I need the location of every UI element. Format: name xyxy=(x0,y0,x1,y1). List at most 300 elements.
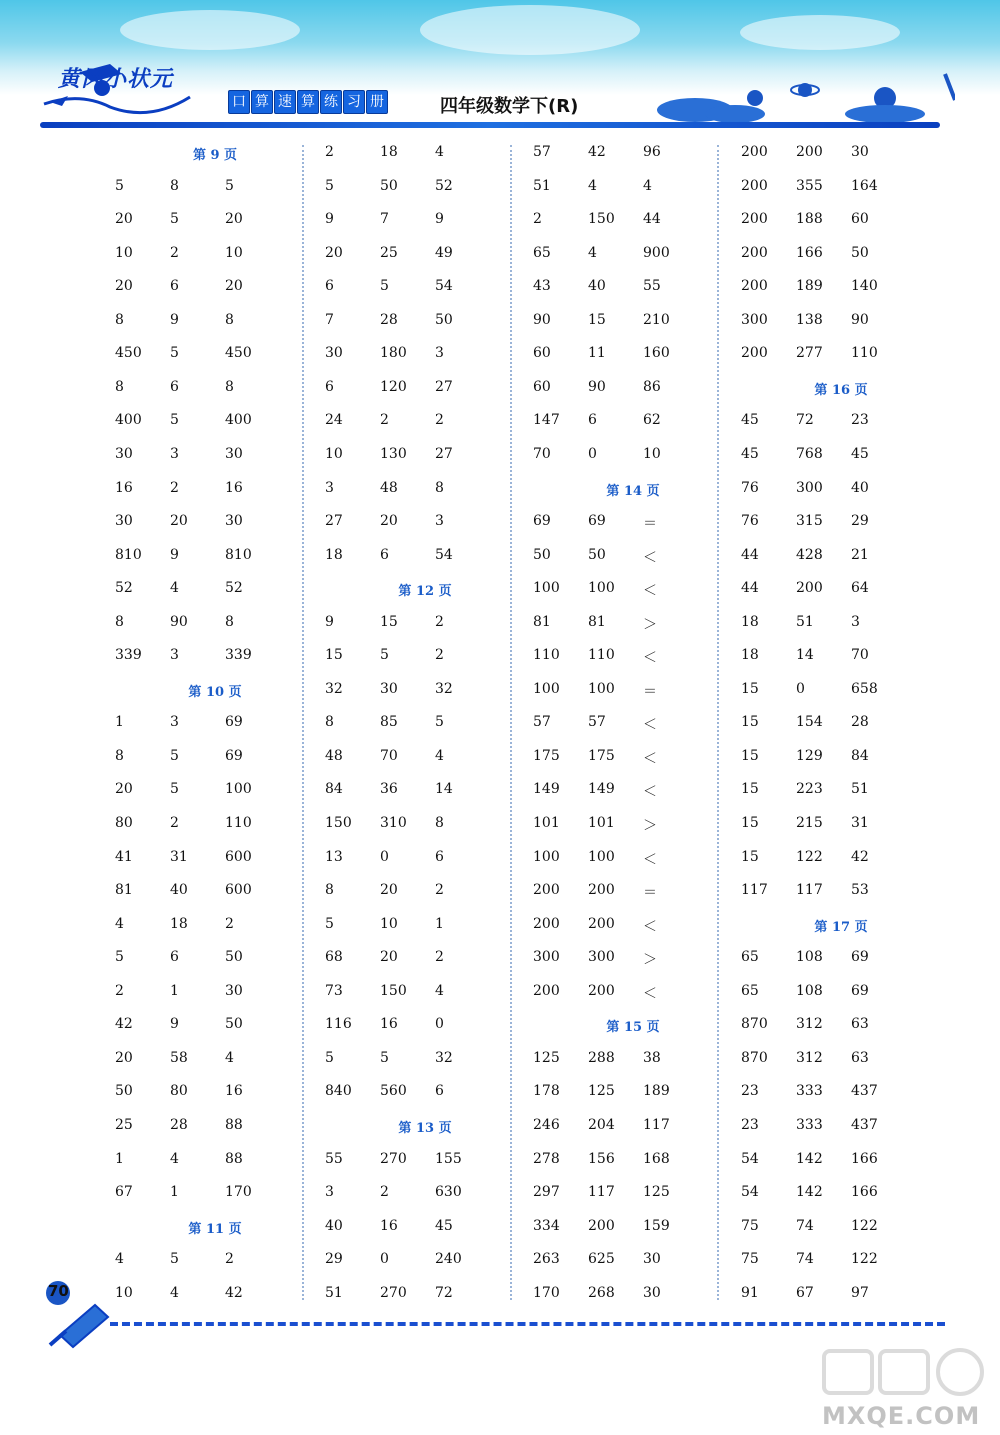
answer-value: 9 xyxy=(325,211,334,228)
answer-row xyxy=(115,714,315,736)
answer-value: 4 xyxy=(115,1251,124,1268)
answer-value: 450 xyxy=(225,345,252,362)
answer-value: 97 xyxy=(851,1284,869,1301)
answer-value: 400 xyxy=(225,412,252,429)
series-char: 习 xyxy=(343,90,365,114)
answer-row xyxy=(533,849,733,871)
answer-value: 72 xyxy=(435,1284,453,1301)
answer-value: ＞ xyxy=(643,818,657,834)
answer-value: ＜ xyxy=(643,650,657,667)
answer-value: 5 xyxy=(115,177,124,194)
answer-value: 20 xyxy=(380,882,398,899)
answer-value: 355 xyxy=(796,177,823,194)
answer-value: 20 xyxy=(115,1049,133,1066)
answer-value: 25 xyxy=(380,244,398,261)
footer-dashed-rule xyxy=(110,1322,945,1326)
answer-value: 768 xyxy=(796,445,823,462)
answer-value: 15 xyxy=(588,311,606,328)
answer-row xyxy=(741,1151,941,1173)
answer-value: 2 xyxy=(170,244,179,261)
answer-row xyxy=(533,513,733,535)
answer-value: 55 xyxy=(643,278,661,295)
answer-value: 24 xyxy=(325,412,343,429)
answer-row xyxy=(741,681,941,703)
answer-value: 10 xyxy=(115,244,133,261)
answer-value: 53 xyxy=(851,882,869,899)
answer-row xyxy=(741,144,941,166)
answer-value: 3 xyxy=(435,513,444,530)
answer-value: 1 xyxy=(115,714,124,731)
answer-value: 5 xyxy=(170,412,179,429)
answer-value: 4 xyxy=(435,144,444,160)
answer-value: 9 xyxy=(325,613,334,630)
answer-value: 70 xyxy=(380,747,398,764)
answer-value: 125 xyxy=(643,1184,670,1201)
answer-value: 2 xyxy=(380,412,389,429)
answer-value: 437 xyxy=(851,1083,878,1100)
answer-value: 20 xyxy=(380,513,398,530)
answer-value: 30 xyxy=(115,445,133,462)
answer-value: 2 xyxy=(170,479,179,496)
answer-row xyxy=(741,714,941,736)
answer-value: 42 xyxy=(225,1284,243,1301)
answer-value: 5 xyxy=(325,1049,334,1066)
answer-value: 8 xyxy=(170,177,179,194)
answer-value: 18 xyxy=(741,647,759,664)
answer-value: ＝ xyxy=(643,683,657,700)
answer-value: 200 xyxy=(741,144,768,160)
answer-value: 122 xyxy=(796,848,823,865)
answer-value: ＜ xyxy=(643,851,657,868)
answer-value: 840 xyxy=(325,1083,352,1100)
answer-row xyxy=(533,412,733,434)
answer-value: ＞ xyxy=(643,616,657,633)
answer-value: 200 xyxy=(741,211,768,228)
series-char: 算 xyxy=(297,90,319,114)
answer-value: 75 xyxy=(741,1217,759,1234)
answer-value: 150 xyxy=(380,982,407,999)
answer-value: 200 xyxy=(741,345,768,362)
answer-value: 5 xyxy=(170,781,179,798)
answer-value: 55 xyxy=(325,1150,343,1167)
answer-row xyxy=(533,1151,733,1173)
answer-value: 189 xyxy=(643,1083,670,1100)
answer-value: 155 xyxy=(435,1150,462,1167)
answer-row xyxy=(533,748,733,770)
answer-value: 30 xyxy=(643,1251,661,1268)
answer-value: 339 xyxy=(115,647,142,664)
answer-row xyxy=(325,144,525,166)
answer-value: 27 xyxy=(325,513,343,530)
answer-value: 2 xyxy=(380,1184,389,1201)
answer-row xyxy=(533,714,733,736)
answer-row xyxy=(741,547,941,569)
answer-row xyxy=(325,681,525,703)
answer-row xyxy=(741,480,941,502)
answer-row xyxy=(741,312,941,334)
answer-value: 20 xyxy=(325,244,343,261)
answer-value: 630 xyxy=(435,1184,462,1201)
answer-row xyxy=(741,1016,941,1038)
answer-value: 30 xyxy=(225,513,243,530)
answer-row xyxy=(741,1050,941,1072)
answer-value: 30 xyxy=(225,982,243,999)
answer-row xyxy=(115,916,315,938)
answer-value: 188 xyxy=(796,211,823,228)
answer-value: 32 xyxy=(435,680,453,697)
answer-value: 116 xyxy=(325,1016,352,1033)
answer-value: 3 xyxy=(851,613,860,630)
answer-row xyxy=(741,580,941,602)
answer-row xyxy=(115,882,315,904)
answer-row xyxy=(325,748,525,770)
answer-row xyxy=(325,1218,525,1240)
answer-value: 2 xyxy=(325,144,334,160)
answer-value: 52 xyxy=(225,580,243,597)
answer-row xyxy=(741,1083,941,1105)
answer-value: 117 xyxy=(741,882,768,899)
answer-value: 125 xyxy=(588,1083,615,1100)
answer-row xyxy=(325,211,525,233)
answer-value: 16 xyxy=(380,1217,398,1234)
answer-value: ＜ xyxy=(643,750,657,767)
answer-value: 96 xyxy=(643,144,661,160)
answer-value: 100 xyxy=(533,680,560,697)
answer-row xyxy=(741,1285,941,1307)
answer-value: ＜ xyxy=(643,549,657,566)
answer-row xyxy=(325,1184,525,1206)
answer-value: 200 xyxy=(588,982,615,999)
answer-row xyxy=(115,379,315,401)
answer-row xyxy=(741,983,941,1005)
answer-value: 20 xyxy=(225,278,243,295)
answer-value: 8 xyxy=(115,378,124,395)
answer-value: 29 xyxy=(851,513,869,530)
answer-value: 27 xyxy=(435,378,453,395)
answer-value: 7 xyxy=(325,311,334,328)
page-heading: 第 13 页 xyxy=(398,1120,452,1136)
answer-value: 69 xyxy=(851,949,869,966)
answer-value: 129 xyxy=(796,747,823,764)
answer-value: 80 xyxy=(170,1083,188,1100)
answer-value: ＝ xyxy=(643,516,657,533)
answer-value: 101 xyxy=(533,815,560,831)
answer-value: 189 xyxy=(796,278,823,295)
answer-value: 2 xyxy=(115,982,124,999)
answer-row xyxy=(325,1016,525,1038)
answer-value: 67 xyxy=(796,1284,814,1301)
answer-row xyxy=(325,849,525,871)
answer-value: 2 xyxy=(435,412,444,429)
answer-row xyxy=(115,211,315,233)
answer-value: 1 xyxy=(435,915,444,932)
answer-value: 69 xyxy=(851,982,869,999)
answer-value: 31 xyxy=(851,815,869,831)
answer-row xyxy=(533,1285,733,1307)
answer-value: 200 xyxy=(533,982,560,999)
answer-value: 10 xyxy=(380,915,398,932)
answer-row xyxy=(325,1151,525,1173)
answer-row xyxy=(325,278,525,300)
answer-value: 10 xyxy=(225,244,243,261)
answer-row xyxy=(115,513,315,535)
answer-value: 51 xyxy=(533,177,551,194)
answer-value: 270 xyxy=(380,1150,407,1167)
answer-value: 9 xyxy=(435,211,444,228)
page-heading: 第 12 页 xyxy=(398,584,452,600)
answer-value: 110 xyxy=(851,345,878,362)
answer-row xyxy=(115,1117,315,1139)
answer-value: 15 xyxy=(741,680,759,697)
answer-value: 600 xyxy=(225,882,252,899)
answer-value: 4 xyxy=(435,982,444,999)
answer-row xyxy=(325,513,525,535)
answer-value: 268 xyxy=(588,1284,615,1301)
answer-value: 288 xyxy=(588,1049,615,1066)
answer-row xyxy=(115,1151,315,1173)
answer-value: 30 xyxy=(643,1284,661,1301)
answer-value: 658 xyxy=(851,680,878,697)
answer-value: 74 xyxy=(796,1217,814,1234)
answer-row xyxy=(533,815,733,837)
answer-value: 625 xyxy=(588,1251,615,1268)
answer-value: 30 xyxy=(225,445,243,462)
answer-value: 40 xyxy=(325,1217,343,1234)
answer-value: 7 xyxy=(380,211,389,228)
answer-value: 69 xyxy=(588,513,606,530)
answer-value: 2 xyxy=(435,647,444,664)
answer-value: 100 xyxy=(588,848,615,865)
answer-value: 14 xyxy=(796,647,814,664)
answer-value: 333 xyxy=(796,1083,823,1100)
answer-value: ＜ xyxy=(643,717,657,734)
answer-value: 159 xyxy=(643,1217,670,1234)
answer-value: 5 xyxy=(170,345,179,362)
answer-row xyxy=(325,781,525,803)
answer-row xyxy=(741,647,941,669)
answer-value: 15 xyxy=(741,747,759,764)
planets-clouds-icon xyxy=(655,70,955,125)
answer-value: 150 xyxy=(588,211,615,228)
answer-value: 18 xyxy=(325,546,343,563)
answer-value: 81 xyxy=(115,882,133,899)
answer-row xyxy=(115,647,315,669)
answer-value: 6 xyxy=(435,848,444,865)
answer-value: 51 xyxy=(325,1284,343,1301)
answer-value: 81 xyxy=(588,613,606,630)
answer-row xyxy=(533,916,733,938)
answer-value: 23 xyxy=(741,1083,759,1100)
answer-value: 310 xyxy=(380,815,407,831)
answer-value: 117 xyxy=(643,1116,670,1133)
answer-row xyxy=(741,1184,941,1206)
answer-row xyxy=(115,446,315,468)
answer-value: 334 xyxy=(533,1217,560,1234)
answer-value: 178 xyxy=(533,1083,560,1100)
answer-row xyxy=(741,748,941,770)
answer-value: 1 xyxy=(170,1184,179,1201)
answer-row xyxy=(533,1251,733,1273)
answer-row xyxy=(325,916,525,938)
answer-value: 45 xyxy=(435,1217,453,1234)
answer-row xyxy=(325,379,525,401)
answer-value: 69 xyxy=(225,714,243,731)
answer-value: 8 xyxy=(225,378,234,395)
answer-value: 69 xyxy=(533,513,551,530)
answer-value: 88 xyxy=(225,1150,243,1167)
answer-row xyxy=(741,614,941,636)
answer-value: 5 xyxy=(170,747,179,764)
answer-value: 4 xyxy=(170,1284,179,1301)
answer-value: ＝ xyxy=(643,885,657,902)
answer-row xyxy=(533,983,733,1005)
answer-row xyxy=(325,1251,525,1273)
answer-value: 5 xyxy=(170,1251,179,1268)
answer-value: 100 xyxy=(533,580,560,597)
answer-value: 50 xyxy=(851,244,869,261)
answer-value: 69 xyxy=(225,747,243,764)
answer-value: 142 xyxy=(796,1150,823,1167)
answer-value: 339 xyxy=(225,647,252,664)
answer-value: 88 xyxy=(225,1116,243,1133)
answer-value: 117 xyxy=(588,1184,615,1201)
answer-value: 200 xyxy=(741,244,768,261)
answer-value: ＜ xyxy=(643,918,657,935)
answer-value: 120 xyxy=(380,378,407,395)
page-heading: 第 10 页 xyxy=(188,684,242,700)
answer-row xyxy=(115,1184,315,1206)
answer-value: 60 xyxy=(851,211,869,228)
answer-value: 58 xyxy=(170,1049,188,1066)
column-divider xyxy=(510,145,512,1300)
answer-row xyxy=(115,849,315,871)
page-number: 70 xyxy=(48,1282,69,1300)
answer-value: 5 xyxy=(325,177,334,194)
answer-value: 246 xyxy=(533,1116,560,1133)
answer-row xyxy=(325,446,525,468)
answer-row xyxy=(533,211,733,233)
answer-row xyxy=(533,1218,733,1240)
answer-row xyxy=(741,1218,941,1240)
answer-value: 18 xyxy=(741,613,759,630)
answer-value: 3 xyxy=(170,445,179,462)
answer-row xyxy=(115,412,315,434)
answer-value: 175 xyxy=(533,747,560,764)
answer-value: 30 xyxy=(325,345,343,362)
answer-value: 68 xyxy=(325,949,343,966)
answer-row xyxy=(325,1285,525,1307)
answer-value: 60 xyxy=(533,345,551,362)
answer-value: 4 xyxy=(588,244,597,261)
answer-value: 38 xyxy=(643,1049,661,1066)
page-heading: 第 15 页 xyxy=(606,1020,660,1036)
answer-value: 15 xyxy=(741,781,759,798)
page-heading: 第 11 页 xyxy=(188,1221,242,1237)
answer-value: 54 xyxy=(435,546,453,563)
answer-value: 200 xyxy=(741,278,768,295)
answer-value: 0 xyxy=(588,445,597,462)
answer-value: 200 xyxy=(796,144,823,160)
answer-value: 223 xyxy=(796,781,823,798)
answer-row xyxy=(533,882,733,904)
answer-value: 5 xyxy=(115,949,124,966)
answer-value: 50 xyxy=(225,1016,243,1033)
answer-row xyxy=(115,1050,315,1072)
answer-value: 84 xyxy=(325,781,343,798)
answer-value: 18 xyxy=(170,915,188,932)
answer-row xyxy=(115,1285,315,1307)
column-divider xyxy=(302,145,304,1300)
answer-value: 122 xyxy=(851,1217,878,1234)
answer-row xyxy=(533,379,733,401)
answer-value: 8 xyxy=(325,882,334,899)
answer-value: 130 xyxy=(380,445,407,462)
answer-value: 67 xyxy=(115,1184,133,1201)
answer-value: 2 xyxy=(533,211,542,228)
answer-value: 76 xyxy=(741,513,759,530)
answer-value: 100 xyxy=(588,680,615,697)
answer-value: 5 xyxy=(380,278,389,295)
answer-value: 65 xyxy=(741,949,759,966)
answer-value: 63 xyxy=(851,1016,869,1033)
answer-value: 76 xyxy=(741,479,759,496)
answer-value: 437 xyxy=(851,1116,878,1133)
answer-value: 2 xyxy=(435,882,444,899)
answer-value: 73 xyxy=(325,982,343,999)
answer-row xyxy=(741,1117,941,1139)
answer-value: 10 xyxy=(643,445,661,462)
answer-value: 166 xyxy=(796,244,823,261)
answer-value: 108 xyxy=(796,949,823,966)
answer-value: 450 xyxy=(115,345,142,362)
answer-value: 9 xyxy=(170,1016,179,1033)
answer-value: 8 xyxy=(435,479,444,496)
answer-row xyxy=(115,815,315,837)
answer-row xyxy=(533,949,733,971)
answer-value: 74 xyxy=(796,1251,814,1268)
answer-value: 166 xyxy=(851,1150,878,1167)
answer-row xyxy=(533,178,733,200)
answer-row xyxy=(325,345,525,367)
answer-value: 8 xyxy=(115,311,124,328)
answer-value: 20 xyxy=(115,211,133,228)
answer-value: 333 xyxy=(796,1116,823,1133)
answer-value: 4 xyxy=(170,1150,179,1167)
answer-value: 0 xyxy=(380,1251,389,1268)
answer-value: 4 xyxy=(588,177,597,194)
answer-row xyxy=(741,882,941,904)
answer-row xyxy=(115,312,315,334)
answer-row xyxy=(533,580,733,602)
answer-value: 900 xyxy=(643,244,670,261)
answer-value: 18 xyxy=(380,144,398,160)
answer-value: 86 xyxy=(643,378,661,395)
answer-value: 8 xyxy=(225,311,234,328)
answer-value: 57 xyxy=(533,144,551,160)
answer-row xyxy=(741,345,941,367)
answer-value: 100 xyxy=(225,781,252,798)
answer-value: 90 xyxy=(170,613,188,630)
answer-row xyxy=(325,882,525,904)
answer-value: 75 xyxy=(741,1251,759,1268)
answer-value: 315 xyxy=(796,513,823,530)
answer-row xyxy=(115,1083,315,1105)
answer-value: 300 xyxy=(588,949,615,966)
series-char: 速 xyxy=(274,90,296,114)
series-char: 算 xyxy=(251,90,273,114)
answer-value: 147 xyxy=(533,412,560,429)
answer-value: 149 xyxy=(533,781,560,798)
